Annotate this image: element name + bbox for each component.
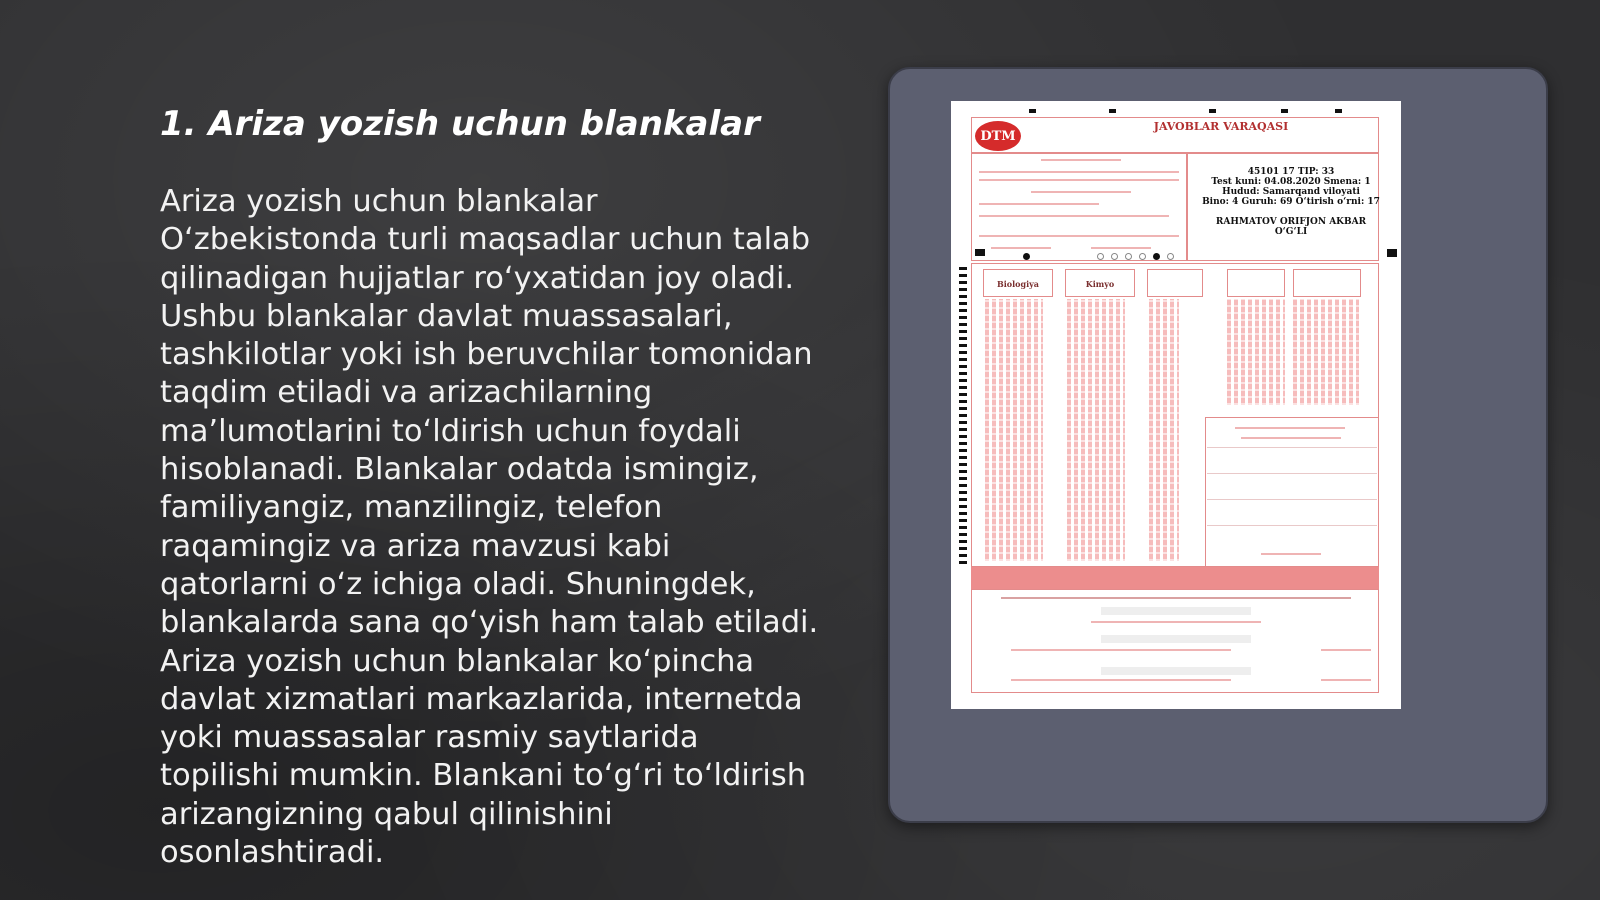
form-line: [1235, 427, 1345, 429]
answer-grid-code: [1227, 299, 1285, 405]
form-line: [979, 179, 1179, 181]
slide-title: 1. Ariza yozish uchun blankalar: [160, 104, 760, 144]
slide-body-text: Ariza yozish uchun blankalar O‘zbekistonda turli maqsadlar uchun talab qilinadigan hujjatlar ro‘yxatidan joy oladi. Ushbu blankalar davlat muassasalari, tashkilotlar yoki ish beruvchilar tomonidan taqdim etiladi va arizachilarning ma’lumotlarini to‘ldirish uchun foydali hisoblanadi. Blankalar odatda ismingiz, familiyangiz, manzilingiz, telefon raqamingiz va ariza mavzusi kabi qatorlarni o‘z ichiga oladi. Shuningdek, blankalarda sana qo‘yish ham talab etiladi. Ariza yozish uchun blankalar ko‘pincha davlat xizmatlari markazlarida, internetda yoki muassasalar rasmiy saytlarida topilishi mumkin. Blankani to‘g‘ri to‘ldirish arizangizning qabul qilinishini osonlashtiradi.: [160, 184, 819, 871]
timing-mark: [1335, 109, 1342, 113]
bubble: [1111, 253, 1118, 260]
form-line: [1011, 679, 1231, 681]
timing-mark: [1209, 109, 1216, 113]
timing-mark: [1109, 109, 1116, 113]
signature-frame: [1205, 417, 1379, 567]
instruction-band: [971, 567, 1379, 589]
answer-grid-biologiya: [985, 299, 1043, 561]
info-line: Test kuni: 04.08.2020 Smena: 1: [1211, 177, 1371, 187]
form-line: [1091, 247, 1151, 249]
candidate-name: RAHMATOV ORIFJON AKBAR: [1215, 217, 1367, 227]
form-line: [1011, 649, 1231, 651]
timing-track: [959, 267, 967, 567]
column-label-biologiya: Biologiya: [997, 279, 1039, 289]
form-line: [1101, 635, 1251, 643]
info-line: 45101 17 TIP: 33: [1247, 167, 1335, 177]
bubble: [1153, 253, 1160, 260]
answer-sheet-image: [951, 101, 1401, 709]
applicant-frame: [971, 153, 1187, 261]
candidate-name-line2: O‘G‘LI: [1274, 227, 1308, 237]
form-heading: JAVOBLAR VARAQASI: [1153, 120, 1289, 133]
answer-grid-extra: [1149, 299, 1179, 561]
bubble: [1023, 253, 1030, 260]
column-label-kimyo: Kimyo: [1085, 279, 1115, 289]
bubble: [1139, 253, 1146, 260]
form-line: [1321, 679, 1371, 681]
form-line: [1001, 597, 1351, 599]
form-line: [1101, 667, 1251, 675]
form-line: [1031, 191, 1131, 193]
bubble: [1097, 253, 1104, 260]
info-line: Hudud: Samarqand viloyati: [1222, 187, 1360, 197]
column-header-box: [1147, 269, 1203, 297]
form-line: [1241, 437, 1341, 439]
answer-grid-variant: [1293, 299, 1359, 405]
form-line: [1261, 553, 1321, 555]
column-header-box: [1293, 269, 1361, 297]
dtm-logo: DTM: [975, 121, 1021, 151]
corner-mark: [1387, 249, 1397, 257]
form-line: [1207, 499, 1377, 500]
form-line: [1207, 473, 1377, 474]
answer-grid-kimyo: [1067, 299, 1125, 561]
form-line: [979, 215, 1169, 217]
form-line: [1101, 607, 1251, 615]
form-line: [979, 235, 1179, 237]
form-line: [979, 203, 1099, 205]
form-line: [1321, 649, 1371, 651]
form-line: [991, 247, 1051, 249]
candidate-info: [1191, 167, 1391, 237]
bubble: [1125, 253, 1132, 260]
image-panel: [888, 67, 1548, 823]
corner-mark: [975, 249, 985, 256]
form-line: [1041, 159, 1121, 161]
form-line: [1207, 447, 1377, 448]
timing-mark: [1281, 109, 1288, 113]
form-line: [1091, 621, 1261, 623]
info-line: Bino: 4 Guruh: 69 O‘tirish o‘rni: 17: [1202, 197, 1380, 207]
column-header-box: [1227, 269, 1285, 297]
bubble: [1167, 253, 1174, 260]
timing-mark: [1029, 109, 1036, 113]
form-line: [979, 171, 1179, 173]
form-line: [1207, 525, 1377, 526]
